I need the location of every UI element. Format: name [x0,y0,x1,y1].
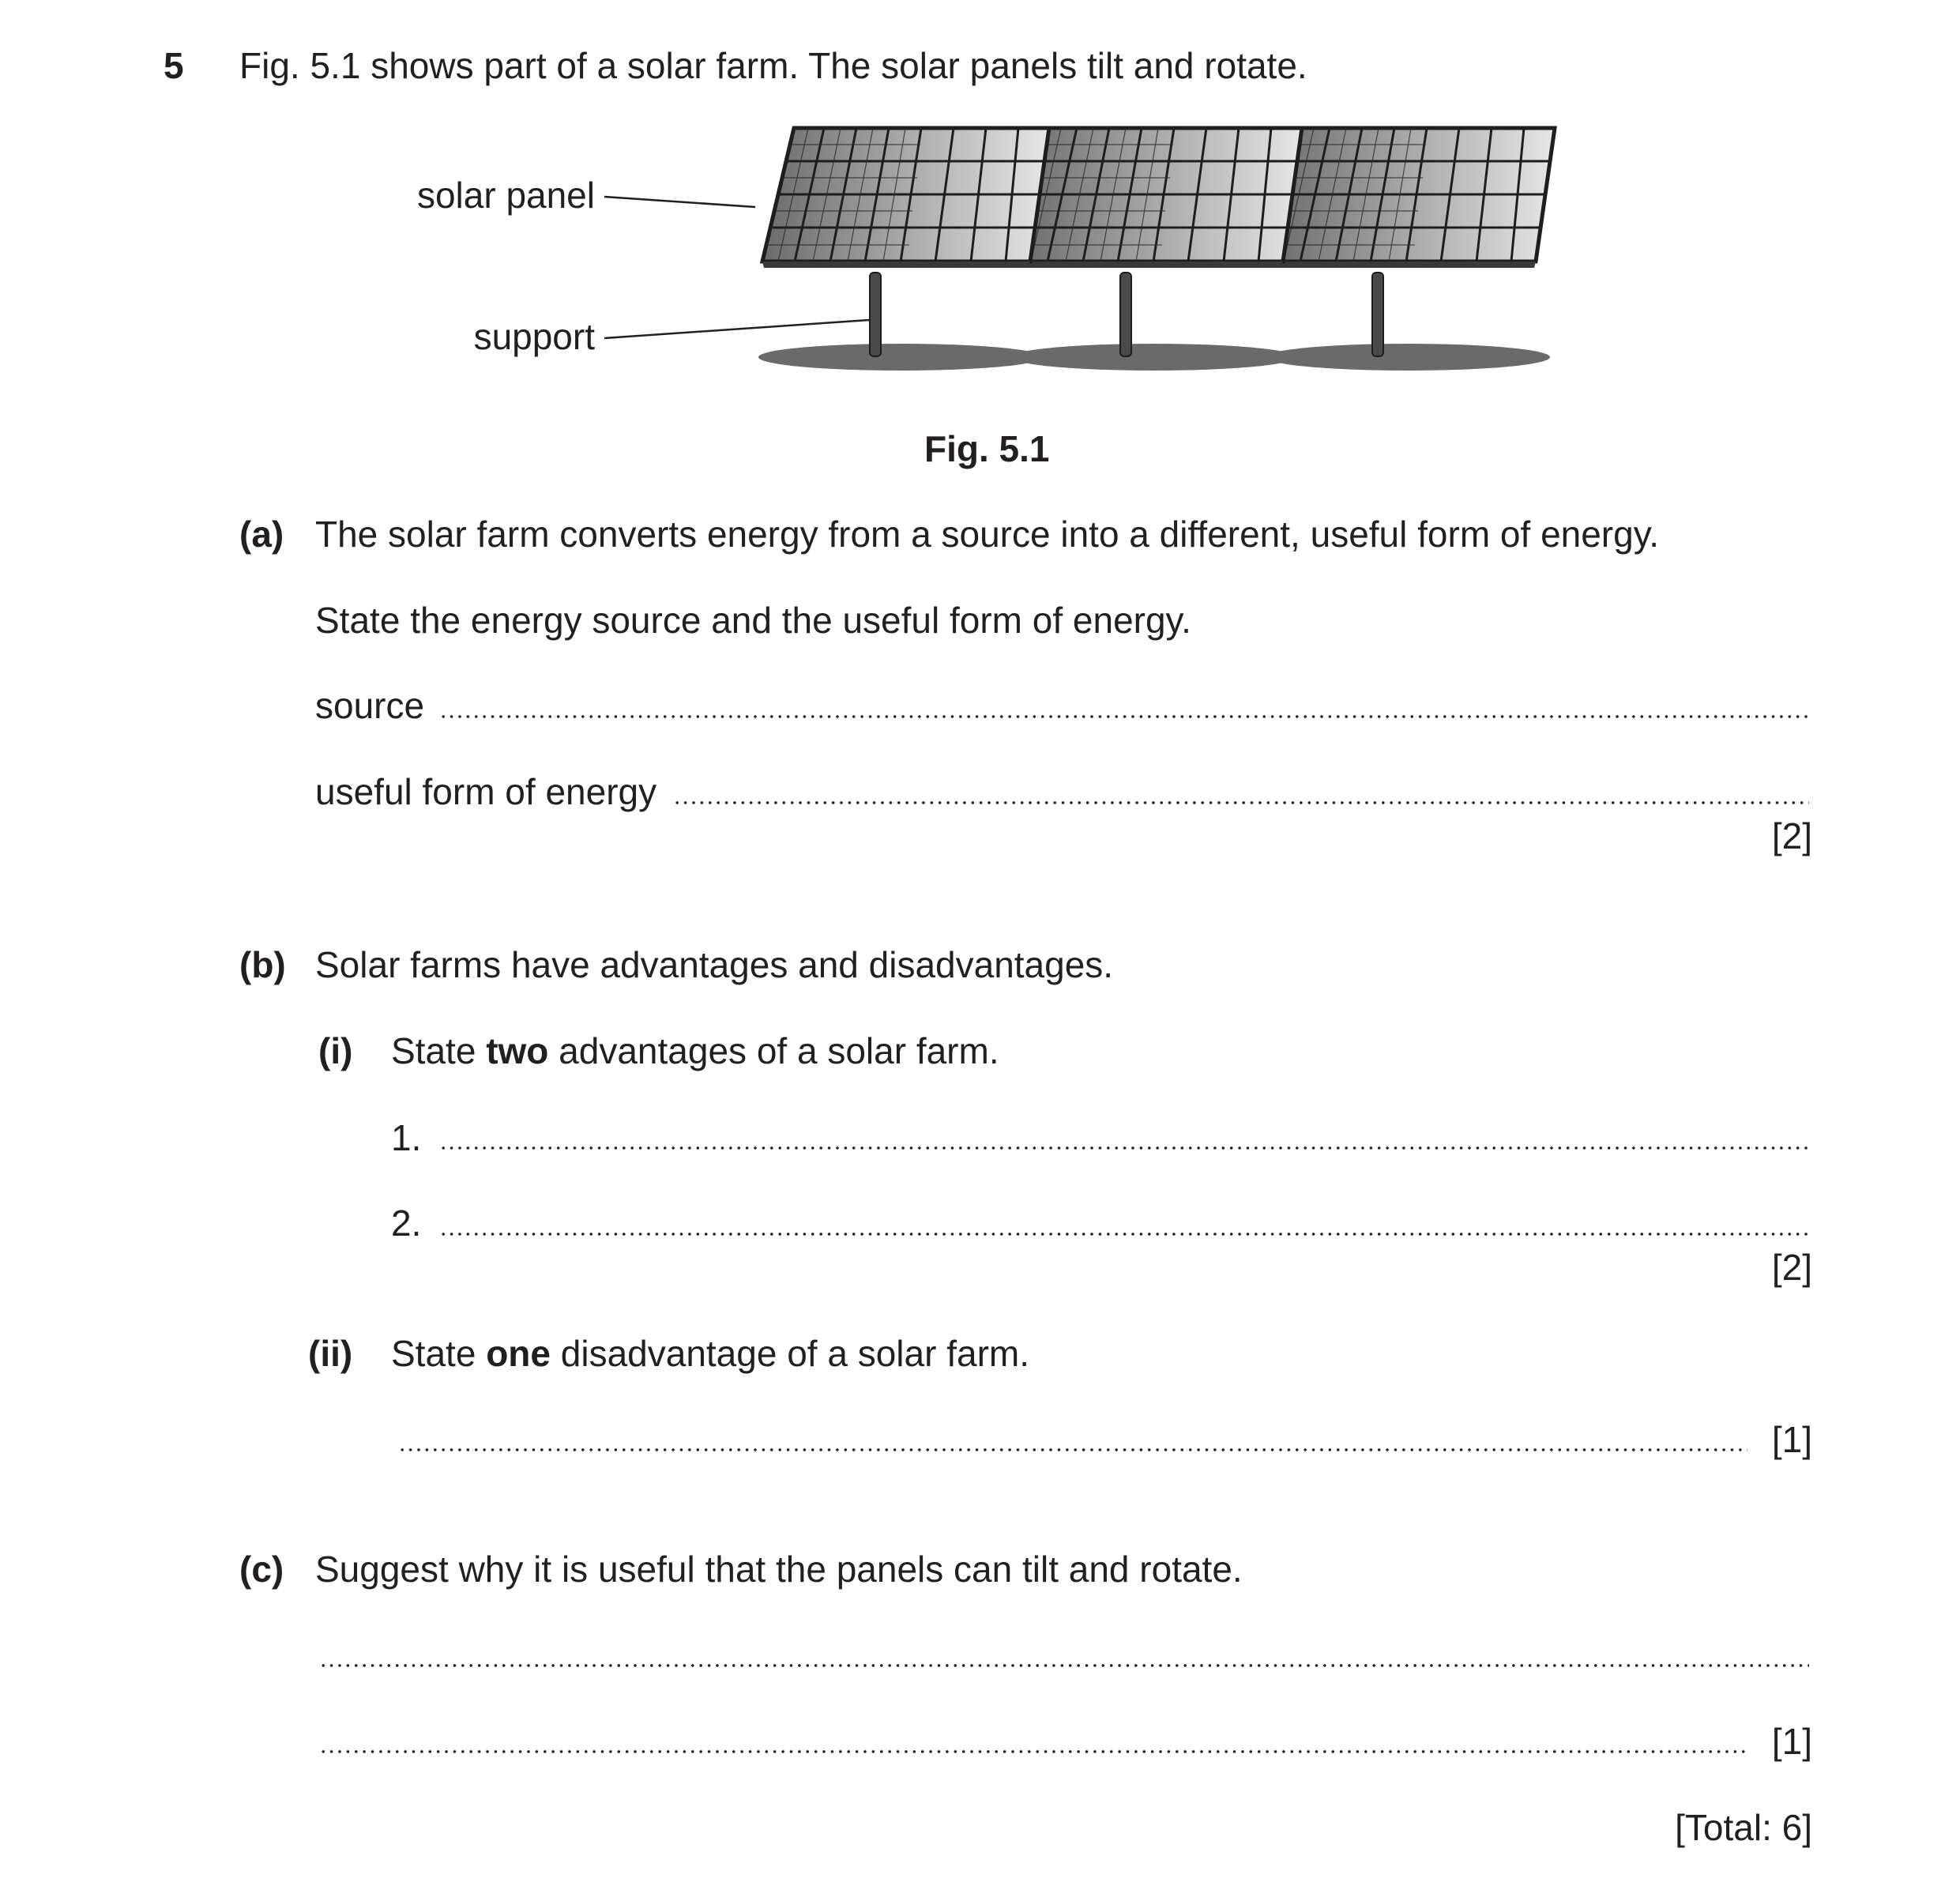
part-c-marks: [1] [1771,1721,1812,1762]
useful-energy-label: useful form of energy [315,771,657,812]
part-a-text: The solar farm converts energy from a source into a different, useful form of energy. [315,514,1660,555]
part-b-ii-marks: [1] [1771,1419,1812,1460]
part-c-text: Suggest why it is useful that the panels can tilt and rotate. [315,1549,1243,1590]
part-b-i-label: (i) [318,1030,353,1071]
part-b-label: (b) [239,944,286,985]
solar-panel-label: solar panel [416,175,595,216]
support-leader-line [604,320,869,338]
solar-farm-figure [395,115,1580,383]
source-label: source [315,685,425,726]
support-post [870,273,881,356]
disadvantage-answer-line[interactable] [398,1448,1747,1451]
part-a-instruction: State the energy source and the useful form of energy. [315,600,1191,641]
part-b-ii-label: (ii) [308,1333,353,1374]
figure-caption: Fig. 5.1 [924,428,1050,469]
support-label: support [473,316,595,357]
ground-shadow [758,344,1043,371]
support-post [1120,273,1131,356]
question-intro: Fig. 5.1 shows part of a solar farm. The solar panels tilt and rotate. [239,45,1307,86]
solar-panel [1015,128,1302,268]
part-b-i-text-before: State [391,1030,487,1071]
part-b-text: Solar farms have advantages and disadvantages. [315,944,1114,985]
part-b-i-text-bold: two [486,1030,549,1071]
part-b-ii-text-before: State [391,1333,487,1374]
question-number: 5 [164,45,184,86]
ground-shadow [1266,344,1550,371]
solar-panel-leader-line [604,197,755,207]
part-b-i-marks: [2] [1771,1247,1812,1288]
part-c-answer-line-2[interactable] [319,1750,1747,1753]
advantage-1-label: 1. [391,1117,422,1158]
solar-farm-illustration [395,115,1580,383]
useful-energy-answer-line[interactable] [673,801,1809,804]
support-post [1372,273,1383,356]
part-b-ii-text-after: disadvantage of a solar farm. [550,1333,1029,1374]
solar-panel [762,128,1049,268]
solar-panel [1268,128,1555,268]
source-answer-line[interactable] [439,715,1809,718]
part-b-ii-text-bold: one [486,1333,551,1374]
advantage-2-label: 2. [391,1203,422,1244]
part-a-label: (a) [239,514,284,555]
part-b-i-text [391,1030,999,1071]
part-c-answer-line-1[interactable] [319,1664,1809,1667]
advantage-1-answer-line[interactable] [439,1146,1809,1150]
part-b-ii-text [391,1335,1029,1372]
part-c-label: (c) [239,1549,284,1590]
advantage-2-answer-line[interactable] [439,1233,1809,1236]
total-marks: [Total: 6] [1675,1807,1812,1848]
part-a-marks: [2] [1771,815,1812,856]
part-b-i-text-after: advantages of a solar farm. [548,1030,999,1071]
ground-shadow [1011,344,1296,371]
